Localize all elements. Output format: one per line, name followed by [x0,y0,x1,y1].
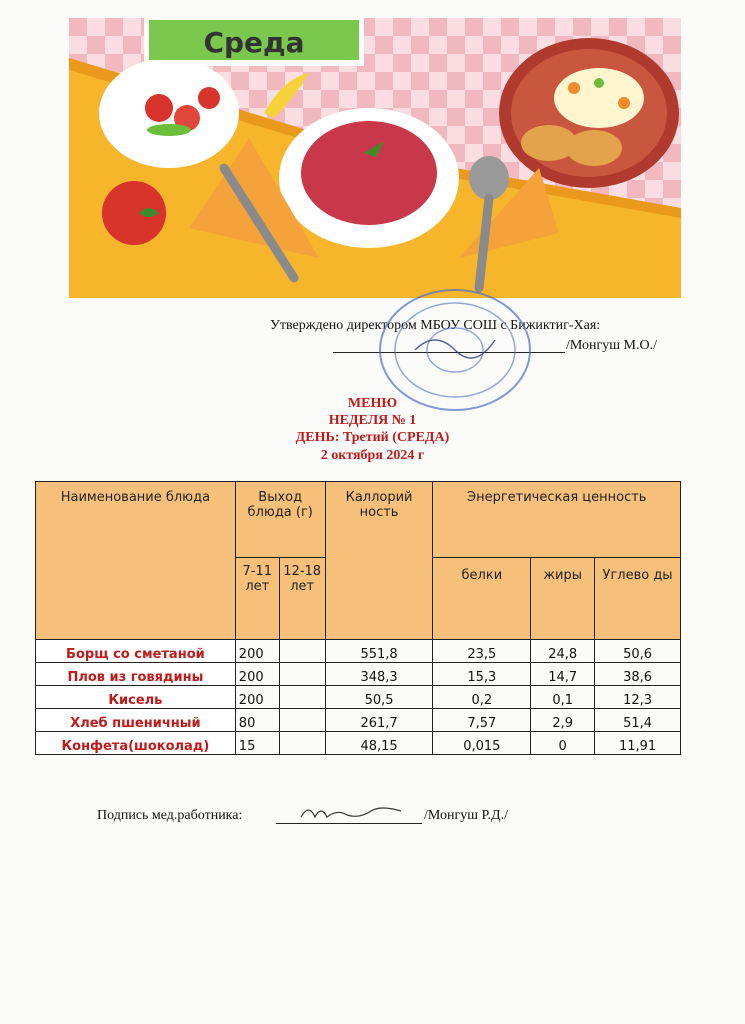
header-carbs: Углево ды [595,558,681,640]
header-protein: белки [433,558,531,640]
table-row [36,663,681,686]
protein-value: 7,57 [433,709,531,732]
portion-12-18 [279,732,325,755]
director-name: /Монгуш М.О./ [566,338,657,353]
portion-12-18 [279,709,325,732]
header-fat: жиры [531,558,595,640]
dish-name: Плов из говядины [36,663,236,686]
portion-7-11: 200 [235,640,279,663]
day-name: ДЕНЬ: Третий (СРЕДА) [295,430,450,445]
table-row [36,709,681,732]
protein-value: 23,5 [433,640,531,663]
carbs-value: 51,4 [595,709,681,732]
menu-heading: МЕНЮ [347,396,398,411]
table-row [36,640,681,663]
spoon [469,156,509,200]
dish-name: Кисель [36,686,236,709]
medic-signature-line [276,811,422,824]
dish-name: Конфета(шоколад) [36,732,236,755]
medic-signature [296,803,442,823]
carbs-value: 11,91 [595,732,681,755]
protein-value: 15,3 [433,663,531,686]
header-output: Выход блюда (г) [235,482,325,558]
portion-7-11: 200 [235,663,279,686]
fat-value: 0,1 [531,686,595,709]
fat-value: 24,8 [531,640,595,663]
table-row [36,732,681,755]
calories-value: 50,5 [325,686,433,709]
dish-name: Хлеб пшеничный [36,709,236,732]
medic-name: /Монгуш Р.Д./ [424,808,508,823]
portion-7-11: 200 [235,686,279,709]
calories-value: 261,7 [325,709,433,732]
header-age-12-18: 12-18 лет [279,558,325,640]
approval-text: Утверждено директором МБОУ СОШ с Бижиктиг-Хая: [270,318,601,333]
header-energy: Энергетическая ценность [433,482,681,558]
fat-value: 2,9 [531,709,595,732]
portion-7-11: 15 [235,732,279,755]
header-calories: Каллорий ность [325,482,433,640]
day-title: Среда [203,26,305,59]
portion-12-18 [279,640,325,663]
week-number: НЕДЕЛЯ № 1 [328,413,417,428]
menu-banner-illustration [69,18,681,298]
calories-value: 551,8 [325,640,433,663]
menu-date: 2 октября 2024 г [320,448,425,463]
medic-signature-label: Подпись мед.работника: [97,808,243,823]
header-age-7-11: 7-11 лет [235,558,279,640]
portion-7-11: 80 [235,709,279,732]
carbs-value: 50,6 [595,640,681,663]
dish-name: Борщ со сметаной [36,640,236,663]
portion-12-18 [279,663,325,686]
portion-12-18 [279,686,325,709]
protein-value: 0,015 [433,732,531,755]
table-row [36,686,681,709]
carbs-value: 12,3 [595,686,681,709]
protein-value: 0,2 [433,686,531,709]
fat-value: 14,7 [531,663,595,686]
header-dish: Наименование блюда [36,482,236,640]
calories-value: 348,3 [325,663,433,686]
fat-value: 0 [531,732,595,755]
menu-table [35,481,681,755]
carbs-value: 38,6 [595,663,681,686]
calories-value: 48,15 [325,732,433,755]
banner-artwork [69,18,681,298]
